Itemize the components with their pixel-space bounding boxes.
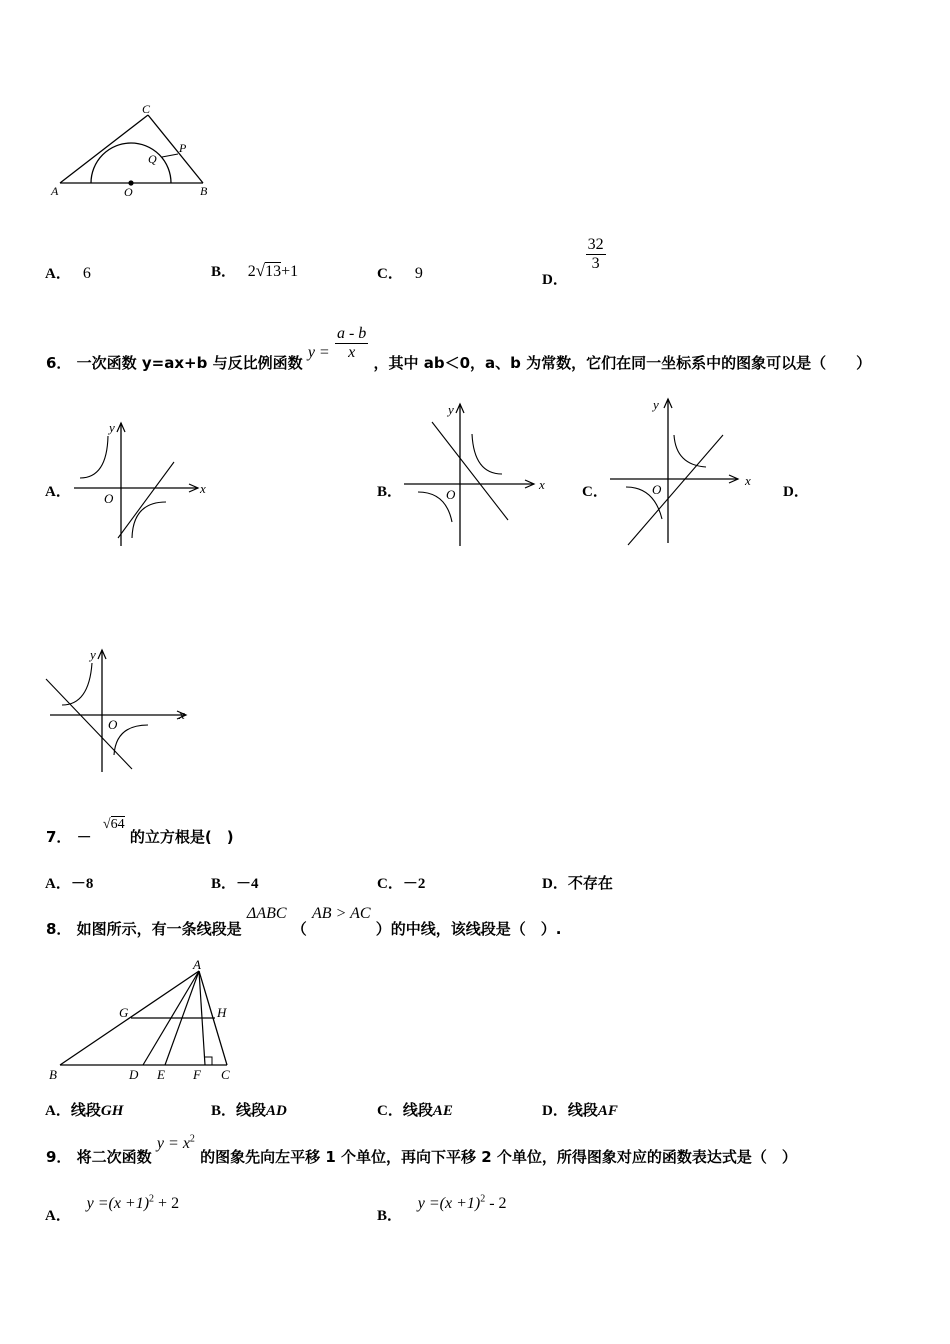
q5-figure (45, 100, 225, 210)
svg-text:A: A (193, 957, 201, 972)
q5-option-c[interactable]: C． 9 (377, 265, 423, 282)
q9-function: $y = x^2$ (156, 1133, 195, 1152)
q8-option-c[interactable]: C．线段AE (377, 1101, 453, 1119)
q9-option-a[interactable]: A． $y =(x +1)^2 + 2$ (45, 1193, 180, 1224)
q8-question: 8． 如图所示，有一条线段是 ΔABC （ AB > AC ）的中线，该线段是（ ）. (46, 905, 562, 938)
svg-text:C: C (221, 1067, 230, 1082)
q7-option-a[interactable]: A．－8 (45, 876, 94, 892)
q5-option-b[interactable]: B． 2√13+1 (211, 261, 299, 280)
svg-text:x: x (745, 473, 751, 488)
q7-option-d[interactable]: D．不存在 (542, 874, 613, 892)
q9-question: 9． 将二次函数 $y = x^2$ 的图象先向左平移 1 个单位，再向下平移 2 个单位，所得图象对应的函数表达式是（ ） (46, 1133, 797, 1166)
q9-option-b-expr: $y =(x +1)^2 - 2$ (417, 1193, 507, 1212)
svg-text:x: x (539, 477, 545, 492)
q6-graph-d (42, 645, 197, 775)
svg-text:H: H (217, 1005, 227, 1020)
q6-option-a-label[interactable]: A． (45, 484, 71, 500)
svg-text:D: D (129, 1067, 139, 1082)
svg-text:x: x (200, 481, 206, 496)
q6-graph-c (608, 395, 768, 550)
svg-text:y: y (109, 420, 115, 435)
q9-option-a-expr: $y =(x +1)^2 + 2$ (86, 1193, 180, 1212)
q7-question: 7． － √64 的立方根是( ) (46, 817, 234, 846)
q5-label-q: Q (148, 152, 157, 166)
q7-option-b[interactable]: B．－4 (211, 876, 259, 892)
q6-formula-fraction: $\frac{a - b}{x}$ (336, 325, 367, 361)
svg-text:F: F (193, 1067, 201, 1082)
svg-text:y: y (90, 647, 96, 662)
q5-label-a: A (51, 184, 59, 198)
svg-text:G: G (119, 1005, 129, 1020)
q6-option-d-label[interactable]: D． (783, 484, 809, 500)
q6-option-b-label[interactable]: B． (377, 484, 403, 500)
q5-label-o: O (124, 185, 133, 199)
svg-text:O: O (652, 482, 662, 497)
q8-option-d[interactable]: D．线段AF (542, 1101, 618, 1119)
q7-radical: √64 (102, 817, 125, 832)
svg-text:O: O (108, 717, 118, 732)
q8-option-b[interactable]: B．线段AD (211, 1101, 287, 1119)
svg-text:x: x (179, 707, 185, 722)
q5-option-b-value: 2√13+1 (247, 261, 299, 280)
q6-question: 6． 一次函数 y=ax+b 与反比例函数 y = $\frac{a - b}{x}$ ，其中 ab＜0，a、b 为常数，它们在同一坐标系中的图象可以是（ ） (46, 325, 872, 372)
svg-text:y: y (448, 402, 454, 417)
q8-figure (45, 955, 245, 1085)
q5-label-b: B (200, 184, 208, 198)
svg-text:E: E (157, 1067, 165, 1082)
q6-option-c-label[interactable]: C． (582, 484, 608, 500)
q5-label-p: P (179, 141, 187, 155)
q9-option-b[interactable]: B． $y =(x +1)^2 - 2$ (377, 1193, 507, 1224)
svg-text:y: y (653, 397, 659, 412)
q5-label-c: C (142, 102, 151, 116)
svg-text:O: O (446, 487, 456, 502)
svg-text:B: B (49, 1067, 57, 1082)
q8-option-a[interactable]: A．线段GH (45, 1101, 124, 1119)
q5-option-a[interactable]: A． 6 (45, 265, 91, 282)
q7-option-c[interactable]: C．－2 (377, 876, 426, 892)
q5-option-d[interactable]: D． $\frac{32}{3}$ (542, 236, 604, 288)
q6-graph-b (400, 400, 555, 550)
q6-graph-a (70, 418, 220, 553)
svg-text:O: O (104, 491, 114, 506)
q5-option-d-fraction: $\frac{32}{3}$ (587, 236, 604, 272)
